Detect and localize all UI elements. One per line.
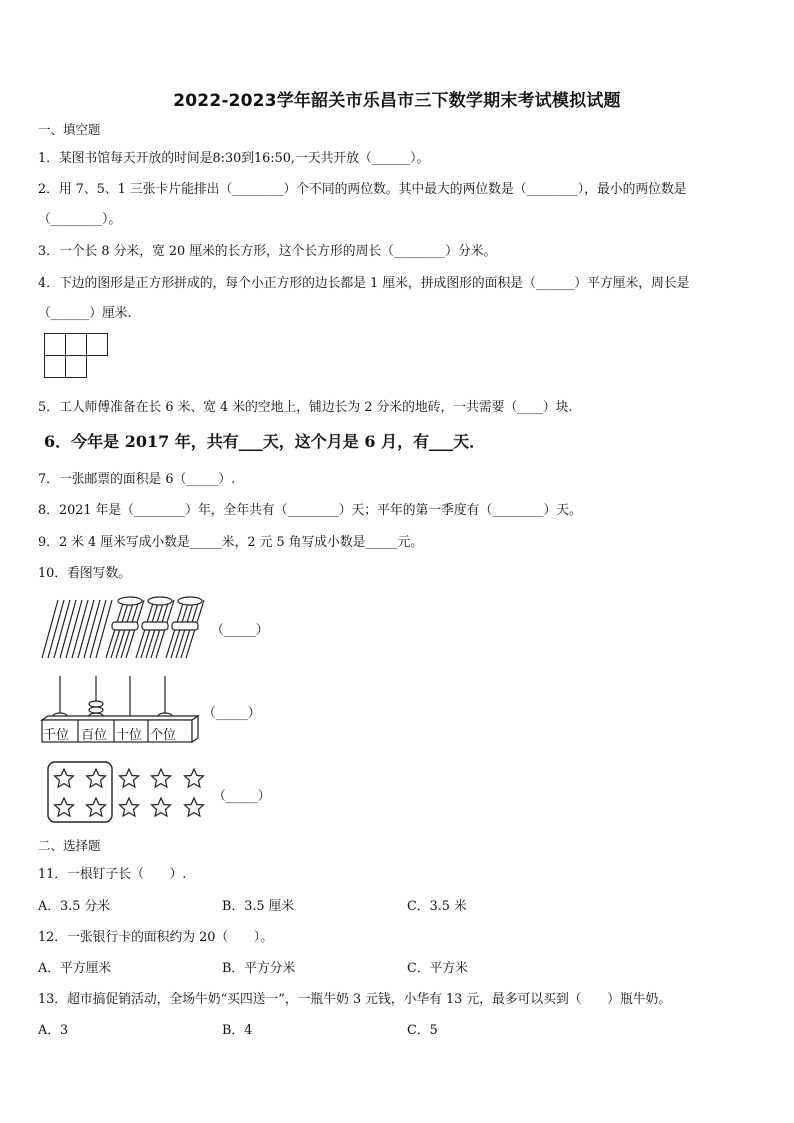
q12-option-a: A．平方厘米 bbox=[38, 961, 112, 976]
question-5: 5．工人师傅准备在长 6 米、宽 4 米的空地上，铺边长为 2 分米的地砖，一共需要（____）块. bbox=[38, 400, 573, 415]
question-12: 12．一张银行卡的面积约为 20（ ）。 bbox=[38, 930, 273, 945]
question-4-line2: （______）厘米. bbox=[38, 306, 132, 321]
question-11: 11．一根钉子长（ ）. bbox=[38, 867, 187, 882]
question-1: 1．某图书馆每天开放的时间是8:30到16:50,一天共开放（______）。 bbox=[38, 151, 430, 166]
abacus-label-thousands: 千位 bbox=[43, 728, 70, 743]
question-2-line1: 2．用 7、5、1 三张卡片能排出（________）个不同的两位数。其中最大的两位数是（________），最小的两位数是 bbox=[38, 182, 687, 197]
question-6: 6．今年是 2017 年，共有___天，这个月是 6 月，有___天． bbox=[44, 432, 486, 451]
answer-blank-stars: （_____） bbox=[213, 789, 271, 804]
abacus-label-hundreds: 百位 bbox=[81, 728, 108, 743]
counting-sticks-image bbox=[38, 596, 208, 660]
square-figure bbox=[44, 333, 108, 379]
question-2-line2: （________）。 bbox=[38, 212, 122, 227]
section-heading-choice: 二、选择题 bbox=[38, 838, 101, 853]
question-13: 13．超市搞促销活动，全场牛奶“买四送一”，一瓶牛奶 3 元钱，小华有 13 元，最多可以买到（ ）瓶牛奶。 bbox=[38, 992, 672, 1007]
q13-option-c: C．5 bbox=[407, 1023, 438, 1038]
q12-option-c: C．平方米 bbox=[407, 961, 468, 976]
q11-option-c: C．3.5 米 bbox=[407, 899, 467, 914]
section-heading-fill-blank: 一、填空题 bbox=[38, 122, 101, 137]
page-title: 2022-2023学年韶关市乐昌市三下数学期末考试模拟试题 bbox=[173, 91, 621, 111]
question-7: 7．一张邮票的面积是 6（_____）. bbox=[38, 472, 236, 487]
question-3: 3．一个长 8 分米，宽 20 厘米的长方形，这个长方形的周长（________）分米。 bbox=[38, 244, 497, 259]
question-4-line1: 4．下边的图形是正方形拼成的，每个小正方形的边长都是 1 厘米，拼成图形的面积是（______）平方厘米，周长是 bbox=[38, 276, 690, 291]
q11-option-b: B．3.5 厘米 bbox=[222, 899, 295, 914]
q12-option-b: B．平方分米 bbox=[222, 961, 296, 976]
q13-option-b: B．4 bbox=[222, 1023, 253, 1038]
question-8: 8．2021 年是（________）年，全年共有（________）天；平年的第一季度有（________）天。 bbox=[38, 503, 582, 518]
stars-image bbox=[46, 760, 210, 824]
question-9: 9．2 米 4 厘米写成小数是_____米，2 元 5 角写成小数是_____元。 bbox=[38, 535, 424, 550]
answer-blank-abacus: （_____） bbox=[203, 706, 261, 721]
abacus-label-tens: 十位 bbox=[116, 728, 143, 743]
answer-blank-sticks: （_____） bbox=[211, 623, 269, 638]
q13-option-a: A．3 bbox=[38, 1023, 69, 1038]
q11-option-a: A．3.5 分米 bbox=[38, 899, 111, 914]
question-10: 10．看图写数。 bbox=[38, 566, 132, 581]
abacus-label-ones: 个位 bbox=[150, 728, 177, 743]
